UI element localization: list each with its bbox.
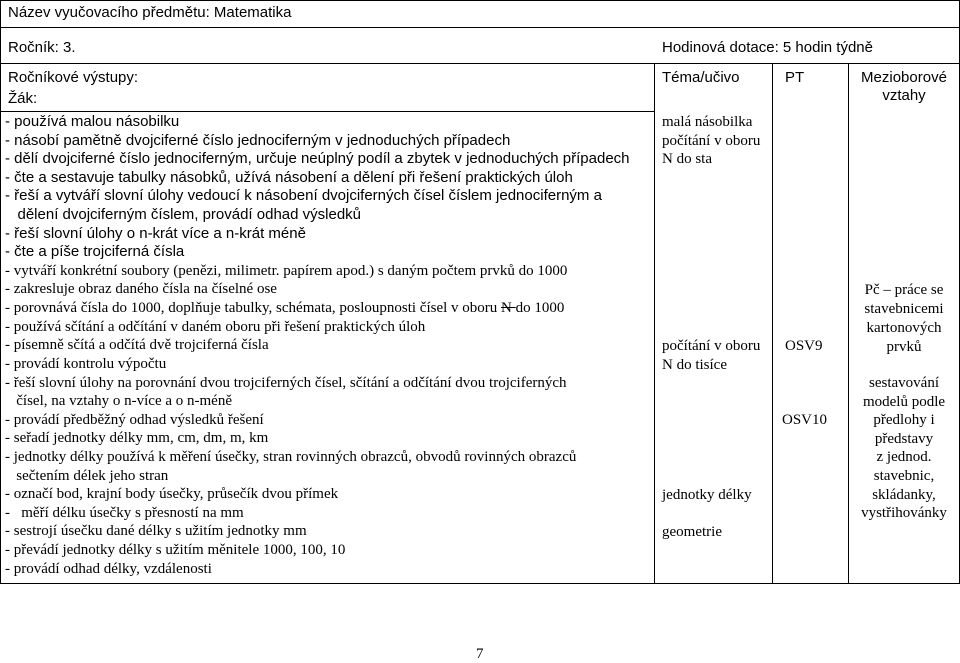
list-item: - měří délku úsečky s přesností na mm xyxy=(5,504,244,521)
struck-text: N xyxy=(501,300,516,317)
list-item: - označí bod, krajní body úsečky, průsečík dvou přímek xyxy=(5,486,339,503)
list-item: sečtením délek jeho stran xyxy=(5,467,169,484)
topic-line: N do sta xyxy=(662,151,712,168)
topic-block xyxy=(662,113,760,169)
outputs-list xyxy=(5,113,655,578)
subject-title: Název vyučovacího předmětu: Matematika xyxy=(8,4,292,21)
pt-item: OSV10 xyxy=(782,412,828,428)
list-item: - provádí kontrolu výpočtu xyxy=(5,355,167,372)
list-item: - provádí odhad délky, vzdálenosti xyxy=(5,560,212,577)
cross-line: prvků xyxy=(886,339,922,355)
topic-line: geometrie xyxy=(662,524,722,540)
list-item: - písemně sčítá a odčítá dvě trojciferná čísla xyxy=(5,337,269,354)
table-top-border xyxy=(0,0,960,1)
cross-line: vystřihovánky xyxy=(861,505,947,522)
list-item-text: - porovnává čísla do 1000, doplňuje tabulky, schémata, posloupnosti čísel v oboru xyxy=(5,300,502,317)
topic-header: Téma/učivo xyxy=(662,69,740,86)
pupil-header: Žák: xyxy=(8,90,38,107)
list-item: - převádí jednotky délky s užitím měnitele 1000, 100, 10 xyxy=(5,542,346,559)
list-item: - řeší a vytváří slovní úlohy vedoucí k násobení dvojciferných čísel číslem jednociferným a xyxy=(5,187,602,205)
grade-label: Ročník: 3. xyxy=(8,39,76,56)
list-item: - používá malou násobilku xyxy=(5,113,180,130)
list-item: - vytváří konkrétní soubory (penězi, milimetr. papírem apod.) s daným počtem prvků do 1000 xyxy=(5,262,568,279)
topic-line: malá násobilka xyxy=(662,114,753,130)
list-item: - násobí pamětně dvojciferné číslo jednociferným v jednoduchých případech xyxy=(5,131,511,149)
cross-block xyxy=(851,281,957,357)
cross-line: sestavování xyxy=(869,375,939,391)
cross-line: z jednod. xyxy=(876,449,932,466)
list-item: - řeší slovní úlohy o n-krát více a n-krát méně xyxy=(5,224,306,242)
cross-line: představy xyxy=(874,430,934,447)
topic-line: počítání v oboru xyxy=(662,338,761,354)
topic-line: počítání v oboru xyxy=(662,132,761,149)
list-item-tail: do 1000 xyxy=(515,300,565,317)
list-item: - řeší slovní úlohy na porovnání dvou trojciferných čísel, sčítání a odčítání dvou trojciferných xyxy=(5,374,567,391)
cross-line: stavebnic, xyxy=(873,467,935,484)
list-item: - seřadí jednotky délky mm, cm, dm, m, km xyxy=(5,430,269,447)
table-left-border xyxy=(0,0,1,583)
cross-line: skládanky, xyxy=(872,486,936,503)
pt-header: PT xyxy=(785,69,805,86)
col-divider xyxy=(848,63,849,583)
list-item: - používá sčítání a odčítání v daném oboru při řešení praktických úloh xyxy=(5,318,426,335)
pt-item: OSV9 xyxy=(785,338,823,354)
cross-line: kartonových xyxy=(866,320,942,336)
list-item: - provádí předběžný odhad výsledků řešení xyxy=(5,411,264,428)
list-item: - čte a píše trojciferná čísla xyxy=(5,243,185,261)
outputs-header: Ročníkové výstupy: xyxy=(8,69,139,86)
col-divider xyxy=(772,63,773,583)
hours-label: Hodinová dotace: 5 hodin týdně xyxy=(662,39,873,56)
cross-block xyxy=(851,374,957,523)
list-item: - čte a sestavuje tabulky násobků, užívá násobení a dělení při řešení praktických úloh xyxy=(5,168,573,186)
row-divider xyxy=(0,27,960,28)
table-bottom-border xyxy=(0,583,960,584)
list-item: - zakresluje obraz daného čísla na číselné ose xyxy=(5,281,277,298)
list-item: dělení dvojciferným číslem, provádí odhad výsledků xyxy=(5,206,362,224)
list-item xyxy=(5,299,655,318)
list-item: čísel, na vztahy o n-více a o n-méně xyxy=(5,393,232,410)
topic-block xyxy=(662,337,760,374)
topic-line: jednotky délky xyxy=(662,487,752,503)
list-item: - dělí dvojciferné číslo jednociferným, určuje neúplný podíl a zbytek v jednoduchých případech xyxy=(5,150,630,168)
row-divider xyxy=(0,111,654,112)
topic-line: N do tisíce xyxy=(662,356,727,373)
cross-header: Mezioborové vztahy xyxy=(861,69,947,104)
page-number: 7 xyxy=(476,646,484,662)
list-item: - jednotky délky používá k měření úsečky, stran rovinných obrazců, obvodů rovinných obrazců xyxy=(5,448,577,465)
cross-line: předlohy i xyxy=(873,412,935,429)
cross-line: Pč – práce se xyxy=(864,282,944,298)
cross-line: modelů podle xyxy=(862,393,946,410)
cross-line: stavebnicemi xyxy=(864,301,944,317)
list-item: - sestrojí úsečku dané délky s užitím jednotky mm xyxy=(5,523,307,540)
row-divider xyxy=(0,63,960,64)
